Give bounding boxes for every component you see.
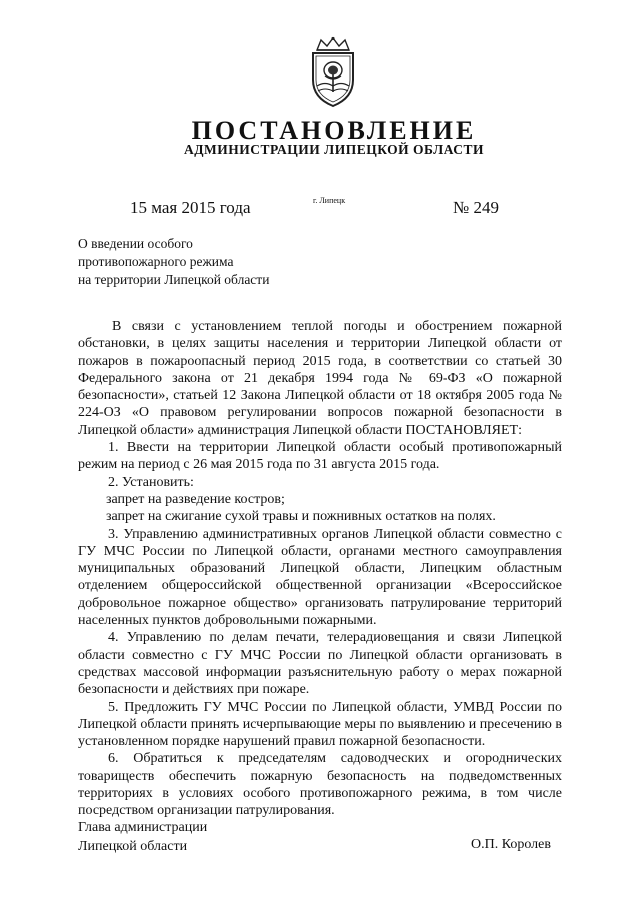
item-subparagraph: запрет на разведение костров; [106,491,285,507]
document-number: № 249 [453,198,499,217]
item-paragraph: 2. Установить: [108,474,194,490]
document-subject [78,235,269,289]
item-paragraph: 5. Предложить ГУ МЧС России по Липецкой области, УМВД России по Липецкой области принять исчерпывающие меры по выявлению и пресечению в установленном порядке нарушений правил пожарной безопасности. [78,699,562,750]
item-paragraph: 3. Управлению административных органов Липецкой области совместно с ГУ МЧС России по Липецкой области, органами местного самоуправления муниципальных образований Липецкой области, Липецким областным отделением общероссийской общественной организации «Всероссийское добровольное пожарное общество» организовать патрулирование территорий населенных пунктов добровольными пожарными. [78,526,562,629]
signature-position-line: Липецкой области [78,839,188,854]
item-subparagraph: запрет на сжигание сухой травы и пожнивных остатков на полях. [106,509,496,525]
coat-of-arms-icon [303,36,363,108]
item-paragraph: 6. Обратиться к председателям садоводческих и огороднических товариществ обеспечить пожарную безопасность на подведомственных территориях в условиях особого противопожарного режима, в том числе посредством организации патрулирования. [78,751,562,819]
document-city: г. Липецк [313,196,346,205]
subject-line: О введении особого [78,236,193,251]
document-subtitle: АДМИНИСТРАЦИИ ЛИПЕЦКОЙ ОБЛАСТИ [183,142,485,157]
preamble-paragraph: В связи с установлением теплой погоды и обострением пожарной обстановки, в целях защиты населения и территории Липецкой области от пожаров в пожароопасный период 2015 года, в соответствии со статьей 30 Федерального закона от 21 декабря 1994 года № 69-ФЗ «О пожарной безопасности», статьей 12 Закона Липецкой области от 18 октября 2005 года № 224-ОЗ «О правовом регулировании вопросов пожарной безопасности в Липецкой области» администрация Липецкой области ПОСТАНОВЛЯЕТ: [78,319,562,438]
signature-name: О.П. Королев [471,837,551,852]
signature-position [78,818,207,856]
item-paragraph: 4. Управлению по делам печати, телерадиовещания и связи Липецкой области совместно с ГУ МЧС России по Липецкой области организовать в средствах массовой информации разъяснительную работу о мерах пожарной безопасности и действиях при пожаре. [78,630,562,698]
item-paragraph: 1. Ввести на территории Липецкой области особый противопожарный режим на период с 26 мая 2015 года по 31 августа 2015 года. [78,440,562,473]
document-title: ПОСТАНОВЛЕНИЕ [191,116,477,145]
signature-position-line: Глава администрации [78,820,208,835]
subject-line: противопожарного режима [78,254,234,269]
document-body [78,318,562,820]
subject-line: на территории Липецкой области [78,272,270,287]
document-date: 15 мая 2015 года [130,198,251,217]
